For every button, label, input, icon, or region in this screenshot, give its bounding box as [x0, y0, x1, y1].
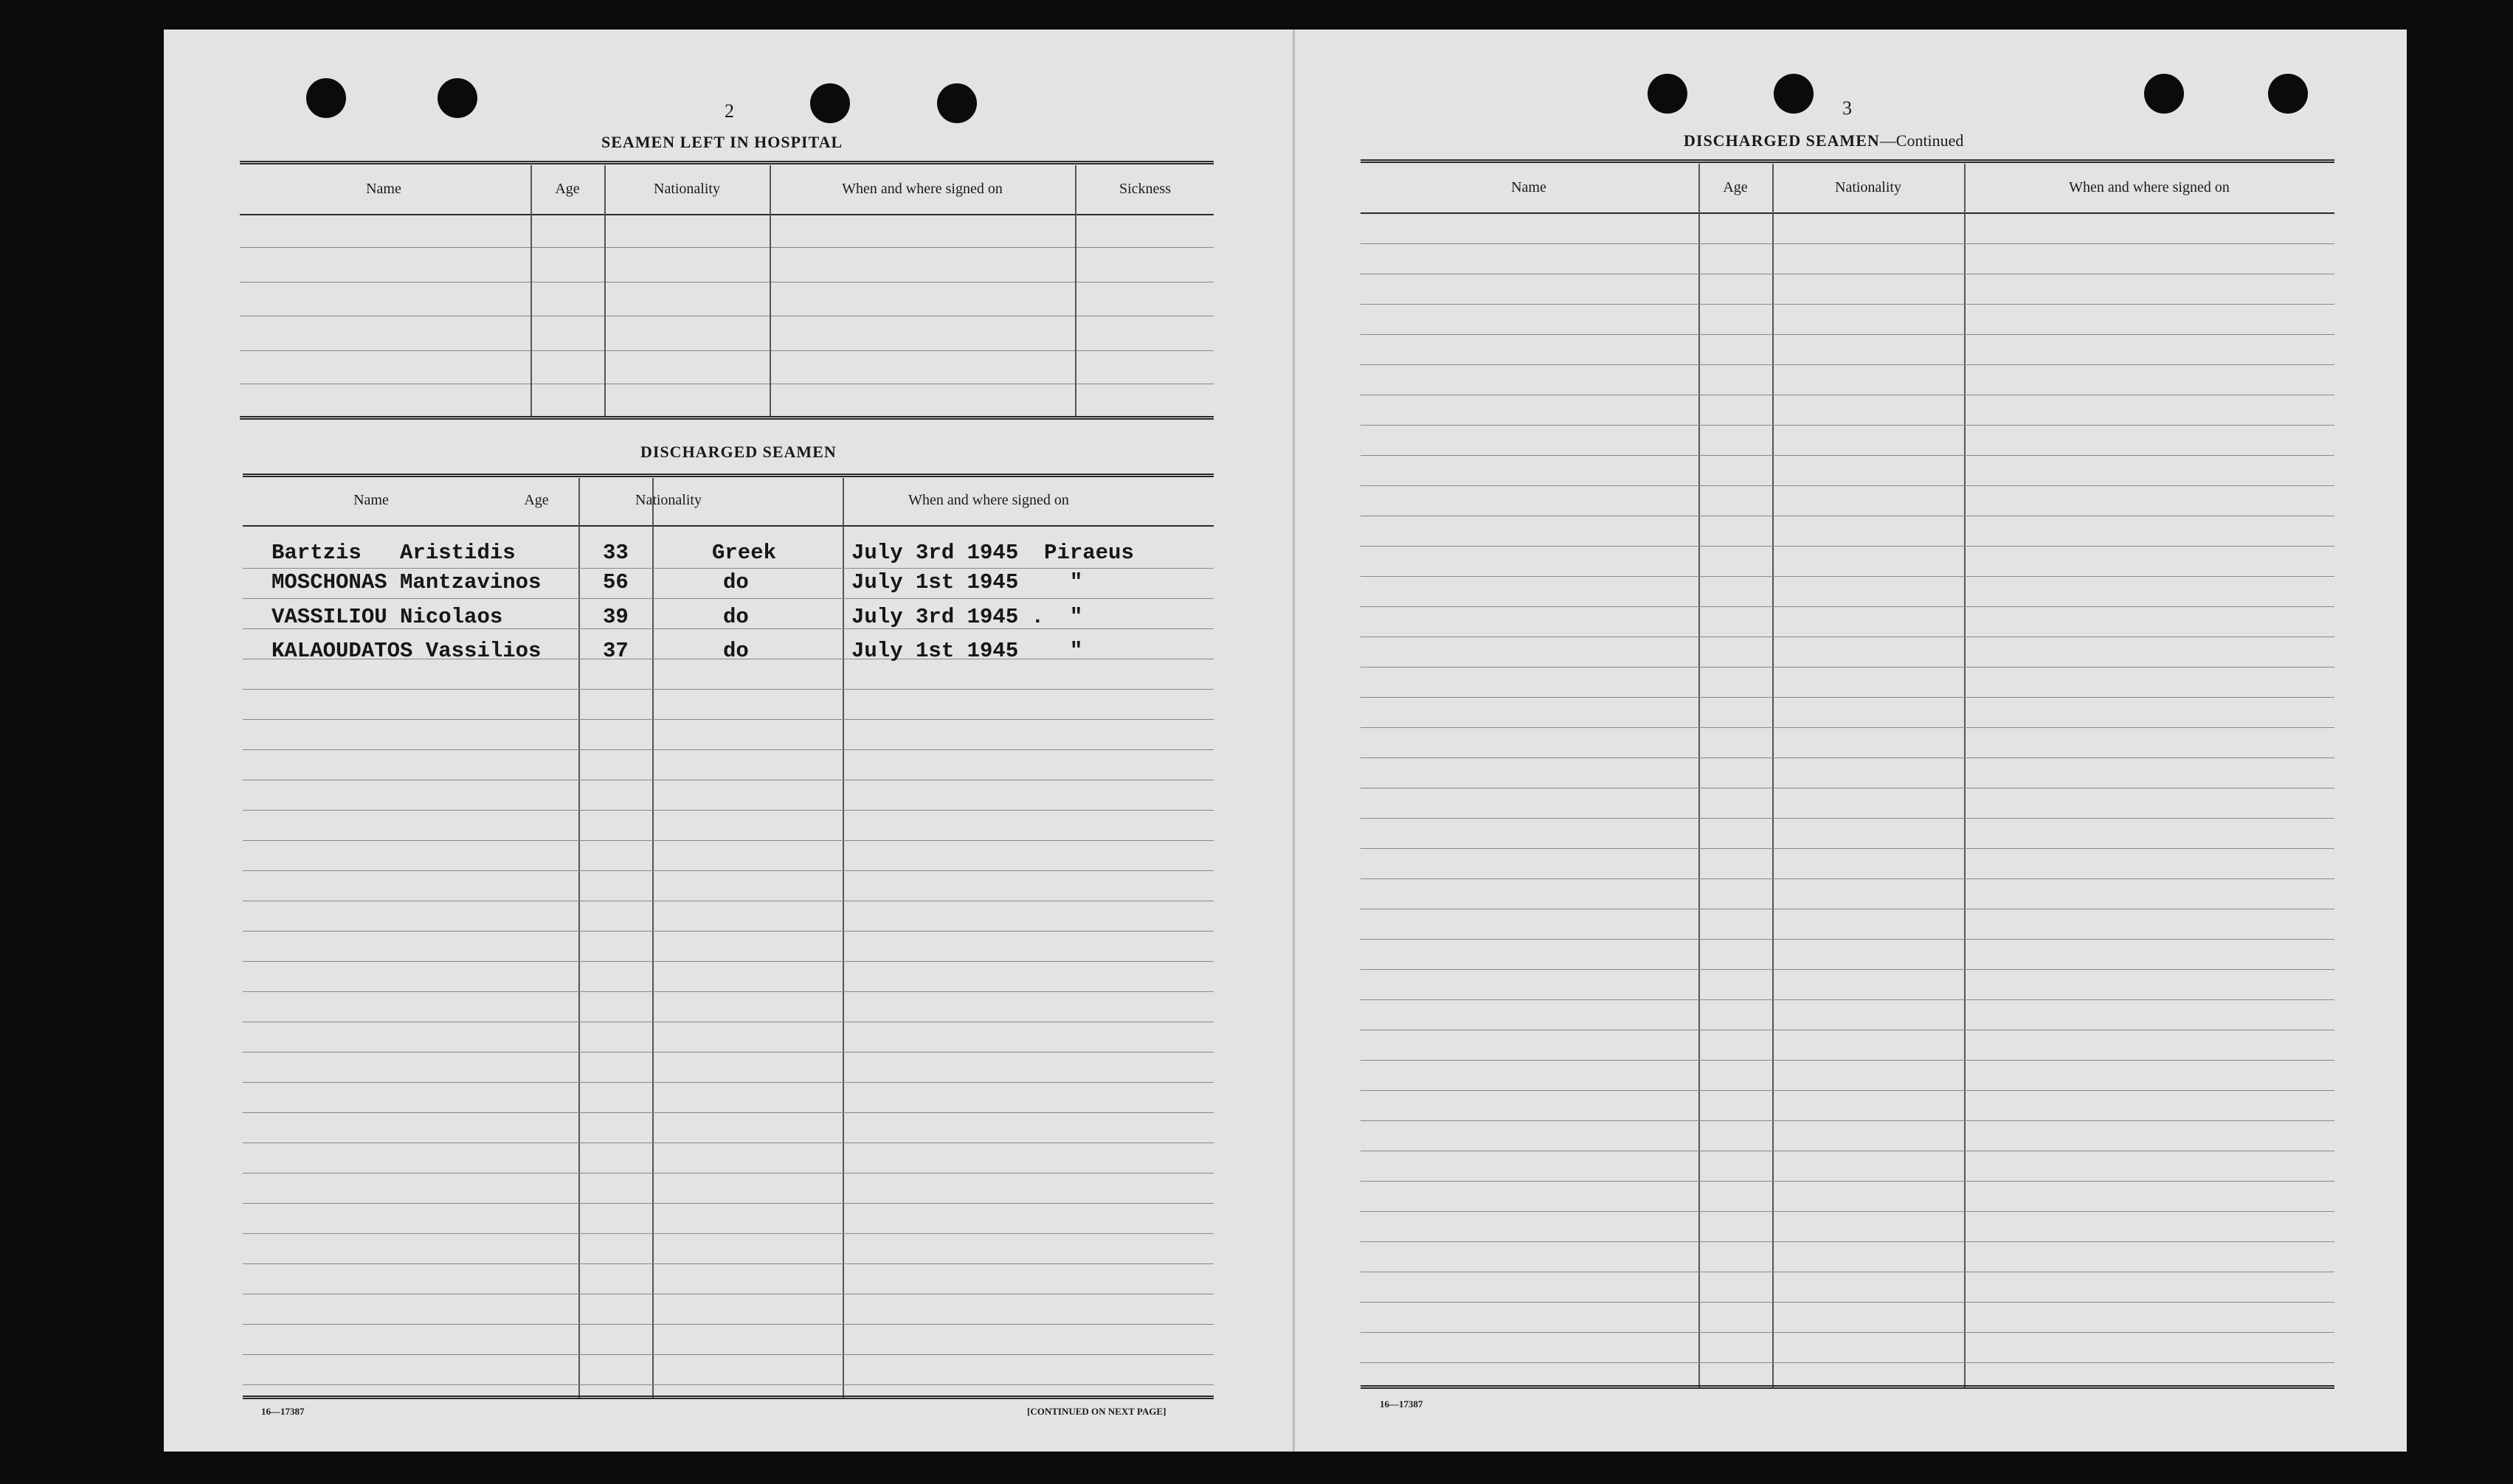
row-rule	[243, 1203, 1214, 1204]
bleed-through-text	[1403, 229, 1988, 249]
row-rule	[243, 870, 1214, 871]
right-table-top-rule	[1361, 159, 2334, 163]
hospital-header-sickness: Sickness	[1119, 181, 1171, 197]
right-header-name: Name	[1511, 179, 1546, 195]
hospital-col-divider	[604, 165, 606, 416]
row-rule	[243, 1082, 1214, 1083]
row-rule	[243, 568, 1214, 569]
row-rule	[1361, 576, 2334, 577]
hospital-header-nationality: Nationality	[654, 181, 720, 197]
right-section-title	[1684, 131, 1963, 150]
hospital-table-top-rule	[240, 161, 1214, 164]
row-rule	[1361, 939, 2334, 940]
right-section-title-suffix: —Continued	[1879, 131, 1964, 150]
row-rule	[1361, 1090, 2334, 1091]
discharged-col-divider	[652, 478, 654, 1398]
row-rule	[1361, 969, 2334, 970]
continued-note: [CONTINUED ON NEXT PAGE]	[1027, 1406, 1166, 1417]
seaman-name: MOSCHONAS Mantzavinos	[272, 570, 542, 594]
punch-hole	[438, 78, 477, 118]
row-rule	[1361, 1241, 2334, 1242]
row-rule	[243, 1112, 1214, 1113]
punch-hole	[810, 83, 850, 123]
document-sheet	[164, 30, 2407, 1452]
seaman-signed-on: July 3rd 1945 . "	[851, 605, 1083, 629]
right-header-signed-on: When and where signed on	[2069, 179, 2230, 195]
seaman-age: 37	[603, 639, 629, 663]
discharged-table-bottom-rule	[243, 1395, 1214, 1399]
hospital-table-bottom-rule	[240, 416, 1214, 420]
seaman-signed-on: July 3rd 1945 Piraeus	[851, 541, 1134, 565]
row-rule	[243, 991, 1214, 992]
discharged-header-name: Name	[353, 492, 389, 508]
row-rule	[243, 840, 1214, 841]
row-rule	[1361, 243, 2334, 244]
row-rule	[1361, 1332, 2334, 1333]
seaman-name: VASSILIOU Nicolaos	[272, 605, 503, 629]
row-rule	[243, 719, 1214, 720]
hospital-header-age: Age	[555, 181, 580, 197]
right-section-title-main: DISCHARGED SEAMEN	[1684, 131, 1880, 150]
row-rule	[1361, 667, 2334, 668]
punch-hole	[306, 78, 346, 118]
punch-hole	[1648, 74, 1687, 114]
discharged-header-signed-on: When and where signed on	[908, 492, 1069, 508]
row-rule	[1361, 848, 2334, 849]
row-rule	[1361, 999, 2334, 1000]
hospital-col-divider	[1075, 165, 1076, 416]
discharged-header-nationality: Nationality	[635, 492, 702, 508]
seaman-name: Bartzis Aristidis	[272, 541, 516, 565]
row-rule	[1361, 1362, 2334, 1363]
row-rule	[1361, 1060, 2334, 1061]
row-rule	[243, 598, 1214, 599]
row-rule	[243, 1354, 1214, 1355]
punch-hole	[2144, 74, 2184, 114]
row-rule	[243, 749, 1214, 750]
right-header-nationality: Nationality	[1835, 179, 1901, 195]
discharged-header-age: Age	[524, 492, 549, 508]
hospital-header-signed-on: When and where signed on	[842, 181, 1003, 197]
row-rule	[1361, 1211, 2334, 1212]
hospital-header-rule	[240, 214, 1214, 215]
row-rule	[243, 810, 1214, 811]
punch-hole	[1774, 74, 1814, 114]
discharged-table-top-rule	[243, 474, 1214, 477]
row-rule	[1361, 364, 2334, 365]
seaman-signed-on: July 1st 1945 "	[851, 570, 1083, 594]
discharged-col-divider	[843, 478, 844, 1398]
row-rule	[1361, 606, 2334, 607]
row-rule	[1361, 697, 2334, 698]
seaman-age: 56	[603, 570, 629, 594]
punch-hole	[2268, 74, 2308, 114]
row-rule	[1361, 818, 2334, 819]
row-rule	[243, 1233, 1214, 1234]
right-form-number: 16—17387	[1380, 1398, 1423, 1410]
row-rule	[243, 1263, 1214, 1264]
row-rule	[1361, 1120, 2334, 1121]
hospital-row-rule	[240, 247, 1214, 248]
row-rule	[243, 931, 1214, 932]
seaman-nationality: do	[723, 605, 749, 629]
row-rule	[1361, 727, 2334, 728]
seaman-age: 33	[603, 541, 629, 565]
right-table-bottom-rule	[1361, 1385, 2334, 1389]
right-page-number: 3	[1842, 97, 1852, 119]
row-rule	[243, 1324, 1214, 1325]
hospital-col-divider	[530, 165, 532, 416]
hospital-header-name: Name	[366, 181, 401, 197]
row-rule	[243, 961, 1214, 962]
seaman-signed-on: July 1st 1945 "	[851, 639, 1083, 663]
row-rule	[1361, 878, 2334, 879]
left-page-number: 2	[725, 100, 734, 122]
row-rule	[243, 1052, 1214, 1053]
discharged-section-title: DISCHARGED SEAMEN	[640, 443, 837, 461]
row-rule	[1361, 485, 2334, 486]
row-rule	[1361, 304, 2334, 305]
seaman-nationality: Greek	[712, 541, 777, 565]
row-rule	[1361, 334, 2334, 335]
seaman-age: 39	[603, 605, 629, 629]
page-fold	[1293, 30, 1295, 1452]
seaman-nationality: do	[723, 570, 749, 594]
left-form-number: 16—17387	[261, 1406, 305, 1417]
right-col-divider	[1698, 164, 1700, 1388]
seaman-name: KALAOUDATOS Vassilios	[272, 639, 542, 663]
row-rule	[243, 1384, 1214, 1385]
seaman-nationality: do	[723, 639, 749, 663]
hospital-col-divider	[770, 165, 771, 416]
right-col-divider	[1964, 164, 1966, 1388]
row-rule	[243, 689, 1214, 690]
punch-hole	[937, 83, 977, 123]
hospital-section-title: SEAMEN LEFT IN HOSPITAL	[601, 133, 843, 151]
discharged-header-rule	[243, 525, 1214, 527]
right-col-divider	[1772, 164, 1774, 1388]
discharged-col-divider	[578, 478, 580, 1398]
row-rule	[1361, 1302, 2334, 1303]
right-header-age: Age	[1723, 179, 1748, 195]
row-rule	[1361, 425, 2334, 426]
row-rule	[1361, 546, 2334, 547]
row-rule	[1361, 1181, 2334, 1182]
row-rule	[1361, 757, 2334, 758]
right-header-rule	[1361, 212, 2334, 214]
hospital-row-rule	[240, 350, 1214, 351]
row-rule	[1361, 455, 2334, 456]
